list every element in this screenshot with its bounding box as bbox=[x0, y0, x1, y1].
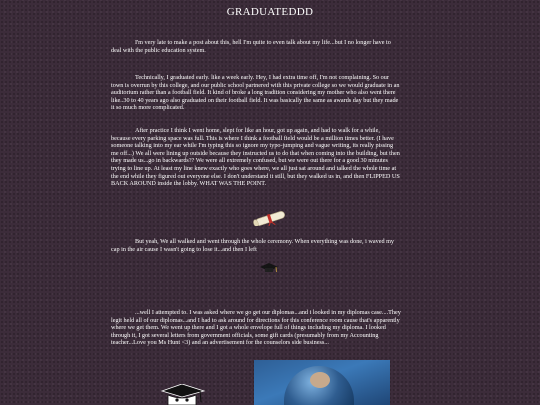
graduation-photo bbox=[254, 360, 390, 405]
post-paragraph-5: ...well I attempted to. I was asked where we go get our diplomas...and i looked in my diplomas case....They legit held all of our diplomas...and I had to ask around for directions for this conference room cause that's apparently where we get them. We went up there and I got a whole envelope full of things including my diploma. I looked through it, I got several letters from government officials, some gift cards (presumably from my Accounting teacher...Love you Ms Hunt <3) and an advertisement for the counselors side business... bbox=[111, 309, 401, 347]
photo-face bbox=[310, 372, 330, 388]
page-title: GRADUATEDDD bbox=[226, 6, 314, 18]
post-paragraph-4: But yeah, We all walked and went through the whole ceremony. When everything was done, i waved my cap in the air cause I wasn't going to lose it...and then I left bbox=[111, 238, 395, 253]
diploma-icon bbox=[249, 210, 291, 226]
graduation-cap-icon bbox=[258, 262, 280, 274]
mascot-graduation-cap bbox=[160, 384, 206, 405]
post-paragraph-1: I'm very late to make a post about this, hell I'm quite to even talk about my life...but I no longer have to deal with the public education system. bbox=[111, 39, 391, 54]
post-paragraph-2: Technically, I graduated early. like a week early. Hey, I had extra time off, I'm not complaining. So our town is overrun by this college, and our public school partnered with this private college so we would graduate in an auditorium rather than a football field. It kind of broke a long tradition considering my mother who also went there like..30 to 40 years ago also graduated on their football field. It was basically the same as awards day but they made it so much more complicated. bbox=[111, 74, 400, 112]
post-paragraph-3: After practice I think I went home, slept for like an hour, got up again, and had to walk for a while, because every parking space was full. This is where I think a football field would be a million times better. (I have someone talking into my ear while I'm typing this so ignore my typo-jumping and vague writing, its really pissing me off...) We all were lining up outside because they instructed us to do that when coming into the building, but then they made us...go in backwards?? We were all extremely confused, but we were out there for a good 30 minutes trying to line up. At least my line knew exactly who goes where, we all just sat around and talked the whole time at the end while they figured out everyone else. I don't understand it still, but they walked us in, and then FLIPPED US BACK AROUND inside the lobby. WHAT WAS THE POINT. bbox=[111, 127, 400, 188]
